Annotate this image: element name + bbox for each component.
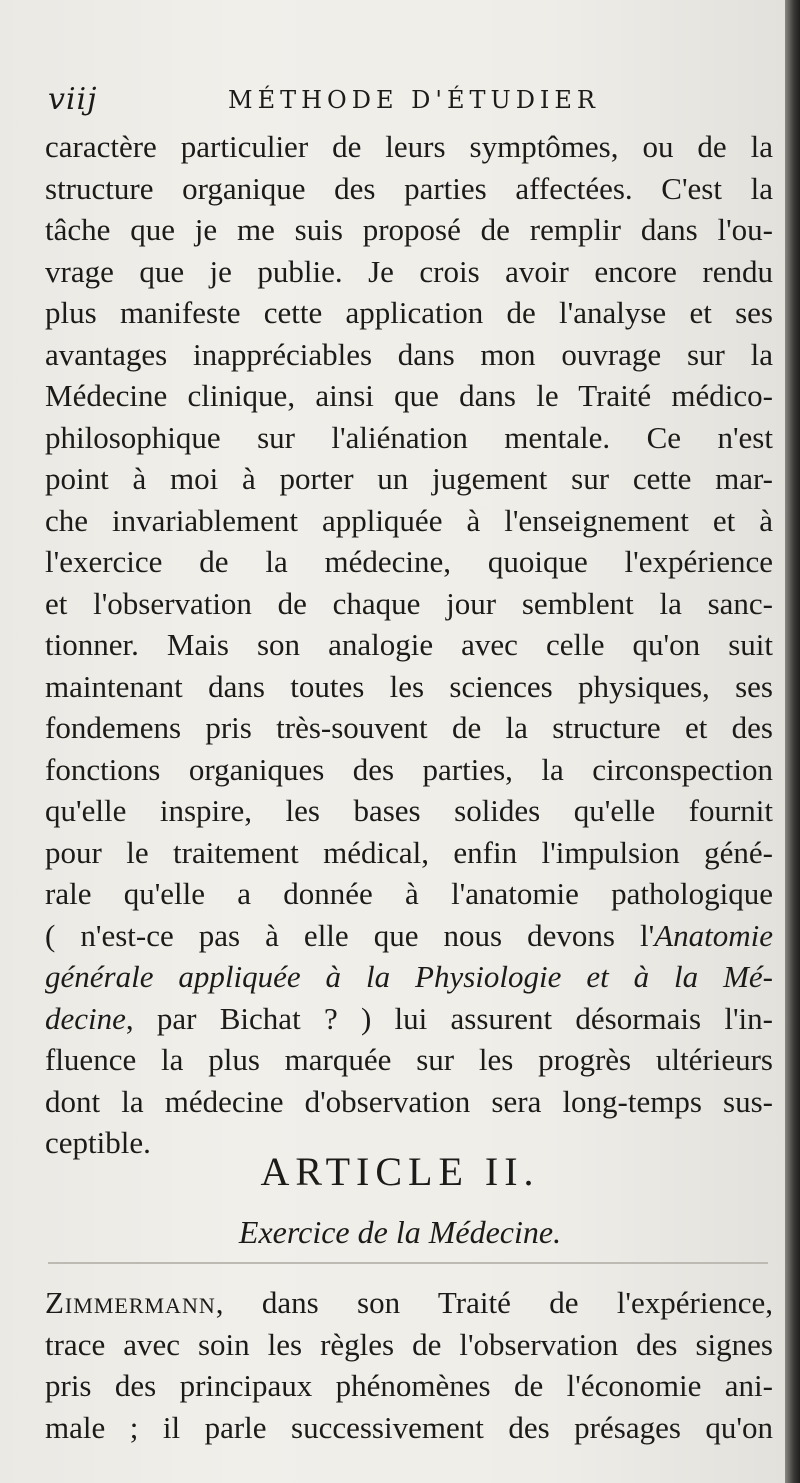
paragraph-1-line-8: philosophique sur l'aliénation mentale. Ce n'est [45,419,773,455]
paragraph-1-line-3: tâche que je me suis proposé de remplir dans l'ou- [45,212,773,247]
paragraph-1 [45,126,773,1164]
paragraph-1-line-25: ceptible. [45,1125,151,1160]
paragraph-2 [45,1282,773,1448]
paragraph-1-line-16: fonctions organiques des parties, la circonspection [45,751,773,787]
paragraph-2-line-3: pris des principaux phénomènes de l'économie ani- [45,1368,773,1403]
paragraph-1-line-24: dont la médecine d'observation sera long-temps sus- [45,1083,773,1119]
article-heading: ARTICLE II. [260,1149,540,1194]
paragraph-1-line-21 [45,956,773,998]
paragraph-1-line-18: pour le traitement médical, enfin l'impulsion géné- [45,834,773,870]
line-text: , par Bichat ? ) lui assurent désormais l'in- [125,1000,773,1036]
paragraph-1-line-15: fondemens pris très-souvent de la structure et des [45,710,773,745]
separator-rule [48,1262,768,1264]
paragraph-2-line-1 [45,1282,773,1324]
author-name: Zimmermann [45,1285,216,1320]
italic-title-text: Anatomie [654,917,773,953]
paragraph-2-line-2: trace avec soin les règles de l'observation des signes [45,1326,773,1362]
paragraph-1-line-2: structure organique des parties affectées. C'est la [45,170,773,206]
article-subheading: Exercice de la Médecine. [238,1214,562,1250]
line-text: ( n'est-ce pas à elle que nous devons l' [45,917,655,953]
running-title: MÉTHODE D'ÉTUDIER [228,86,601,114]
paragraph-1-line-11: l'exercice de la médecine, quoique l'expérience [45,544,773,579]
paragraph-1-line-10: che invariablement appliquée à l'enseignement et à [45,502,773,538]
paragraph-1-line-6: avantages inappréciables dans mon ouvrage sur la [45,336,773,372]
page-edge-shadow [785,0,800,1483]
italic-title-text: générale appliquée à la Physiologie et à la Mé- [45,959,773,994]
paragraph-1-line-20 [45,915,773,957]
paragraph-1-line-17: qu'elle inspire, les bases solides qu'elle fournit [45,793,773,828]
page-header [48,80,768,120]
paragraph-2-line-4: male ; il parle successivement des présages qu'on [45,1409,773,1445]
italic-title-text: decine [45,1000,126,1036]
paragraph-1-line-22 [45,998,773,1040]
paragraph-1-line-9: point à moi à porter un jugement sur cette mar- [45,461,773,496]
paragraph-1-line-19: rale qu'elle a donnée à l'anatomie pathologique [45,876,773,911]
paragraph-1-line-1: caractère particulier de leurs symptômes, ou de la [45,129,773,164]
paragraph-1-line-23: fluence la plus marquée sur les progrès ultérieurs [45,1042,773,1077]
paragraph-1-line-12: et l'observation de chaque jour semblent la sanc- [45,585,773,621]
paragraph-1-line-5: plus manifeste cette application de l'analyse et ses [45,295,773,330]
paragraph-1-line-14: maintenant dans toutes les sciences physiques, ses [45,668,773,704]
page-number: viij [48,82,98,117]
paragraph-1-line-7: Médecine clinique, ainsi que dans le Traité médico- [45,378,773,413]
paragraph-1-line-13: tionner. Mais son analogie avec celle qu'on suit [45,627,773,662]
paragraph-1-line-4: vrage que je publie. Je crois avoir encore rendu [45,253,773,289]
paragraph-2-line-1-text: , dans son Traité de l'expérience, [215,1285,773,1320]
